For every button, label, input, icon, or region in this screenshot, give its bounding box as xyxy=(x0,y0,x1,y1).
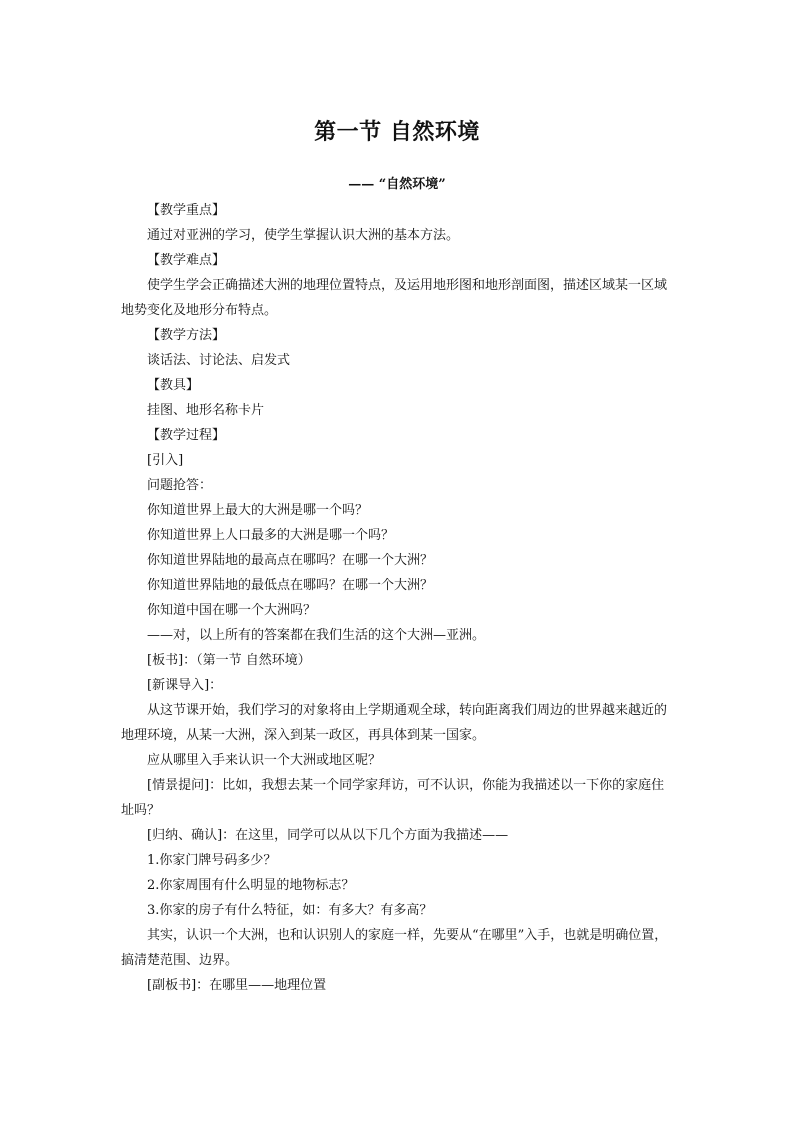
paragraph: 2.你家周围有什么明显的地物标志？ xyxy=(147,878,355,893)
paragraph: 你知道世界上最大的大洲是哪一个吗？ xyxy=(147,503,369,518)
paragraph: 其实，认识一个大洲，也和认识别人的家庭一样，先要从“在哪里”入手，也就是明确位置，搞清楚范围、边界。 xyxy=(121,928,668,968)
paragraph: [引入] xyxy=(147,453,184,468)
heading-difficulties: 【教学难点】 xyxy=(147,253,226,268)
paragraph: 使学生学会正确描述大洲的地理位置特点，及运用地形图和地形剖面图，描述区域某一区域地势变化及地形分布特点。 xyxy=(121,278,668,318)
paragraph: [情景提问]：比如，我想去某一个同学家拜访，可不认识，你能为我描述以一下你的家庭住址吗？ xyxy=(121,778,665,818)
paragraph: ——对，以上所有的答案都在我们生活的这个大洲—亚洲。 xyxy=(147,628,486,643)
paragraph: 问题抢答： xyxy=(147,478,213,493)
paragraph: 1.你家门牌号码多少？ xyxy=(147,853,277,868)
document-subtitle: —— “自然环境” xyxy=(348,177,446,192)
paragraph: 3.你家的房子有什么特征，如：有多大？有多高？ xyxy=(147,903,433,918)
paragraph: 你知道中国在哪一个大洲吗？ xyxy=(147,603,317,618)
paragraph: [板书]：（第一节 自然环境） xyxy=(147,653,311,668)
paragraph: [新课导入]： xyxy=(147,678,223,693)
document-body xyxy=(121,198,677,998)
heading-key-points: 【教学重点】 xyxy=(147,203,226,218)
paragraph: 应从哪里入手来认识一个大洲或地区呢？ xyxy=(147,753,382,768)
heading-process: 【教学过程】 xyxy=(147,428,226,443)
paragraph: 你知道世界上人口最多的大洲是哪一个吗？ xyxy=(147,528,395,543)
document-title: 第一节 自然环境 xyxy=(314,120,480,145)
paragraph: 通过对亚洲的学习，使学生掌握认识大洲的基本方法。 xyxy=(147,228,460,243)
heading-teaching-aids: 【教具】 xyxy=(147,378,200,393)
heading-methods: 【教学方法】 xyxy=(147,328,226,343)
paragraph: 从这节课开始，我们学习的对象将由上学期通观全球，转向距离我们周边的世界越来越近的地理环境，从某一大洲，深入到某一政区，再具体到某一国家。 xyxy=(121,703,668,743)
paragraph: [副板书]：在哪里——地理位置 xyxy=(147,978,327,993)
paragraph: [归纳、确认]：在这里，同学可以从以下几个方面为我描述—— xyxy=(147,828,509,843)
paragraph: 挂图、地形名称卡片 xyxy=(147,403,265,418)
paragraph: 谈话法、讨论法、启发式 xyxy=(147,353,291,368)
paragraph: 你知道世界陆地的最高点在哪吗？在哪一个大洲？ xyxy=(147,553,434,568)
paragraph: 你知道世界陆地的最低点在哪吗？在哪一个大洲？ xyxy=(147,578,434,593)
